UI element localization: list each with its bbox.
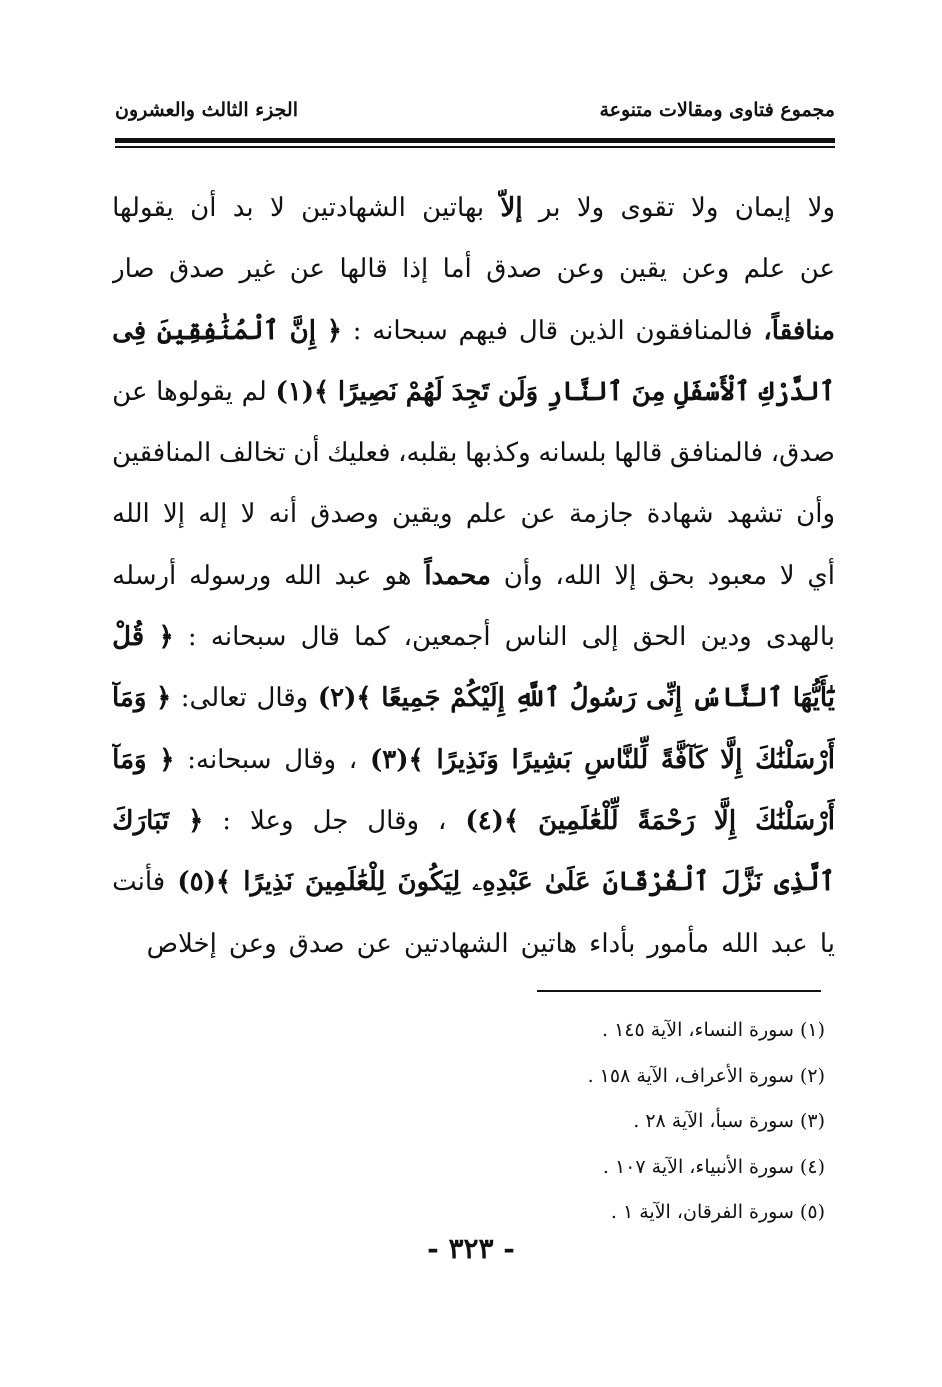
footnote-2: (٢) سورة الأعراف، الآية ١٥٨ . xyxy=(587,1064,825,1087)
word: وقال xyxy=(284,744,337,775)
word: بد xyxy=(232,193,254,223)
word: ﴿ xyxy=(326,315,342,346)
word: منافقاً، xyxy=(763,315,835,346)
word: عن xyxy=(289,254,326,285)
word: قال xyxy=(300,622,340,653)
word: أي xyxy=(807,560,835,591)
word: غير xyxy=(239,254,276,285)
word: إخلاص xyxy=(146,928,217,959)
body-text xyxy=(112,178,835,975)
word: صدق xyxy=(486,254,543,285)
word: ٱلنَّارِ xyxy=(546,376,624,407)
word: ﴾(١) xyxy=(275,376,330,407)
text-line xyxy=(112,914,835,975)
word: تشهد xyxy=(726,499,783,530)
word: ودين xyxy=(700,622,752,653)
text-line xyxy=(112,668,835,729)
word: الله xyxy=(112,499,150,530)
word: جل xyxy=(312,805,349,836)
word: لِيَكُونَ xyxy=(397,867,461,898)
word: لِلْعَٰلَمِينَ xyxy=(305,867,386,898)
word: تقوى xyxy=(620,193,675,223)
word: قالها xyxy=(339,254,388,285)
word: الحق xyxy=(632,622,687,653)
word: بحق xyxy=(649,560,695,591)
word: أن xyxy=(293,438,320,469)
word: جازمة xyxy=(569,499,634,530)
word: صار xyxy=(112,254,155,285)
footnote-1: (١) سورة النساء، الآية ١٤٥ . xyxy=(602,1019,825,1041)
word: وعلا xyxy=(250,805,294,836)
word: وأن xyxy=(796,499,835,530)
word: ٱلْمُنَٰفِقِينَ xyxy=(156,315,279,346)
word: رَسُولُ xyxy=(569,683,637,714)
word: يَٰٓأَيُّهَا xyxy=(792,683,835,714)
word: كما xyxy=(354,622,390,653)
word: فالمنافق xyxy=(669,438,764,469)
running-header xyxy=(115,92,835,128)
word: نَزَّلَ xyxy=(721,867,762,898)
text-line xyxy=(112,852,835,913)
word: بَشِيرًا xyxy=(511,744,572,775)
word: ولا xyxy=(576,193,605,223)
header-rule-thin xyxy=(115,146,835,148)
word: عَبْدِهِۦ xyxy=(472,867,533,898)
word: الشهادتين xyxy=(403,928,509,959)
text-line xyxy=(112,362,835,423)
word: تَجِدَ xyxy=(451,376,490,407)
word: إِلَيْكُمْ xyxy=(450,683,505,714)
word: أرسله xyxy=(112,560,177,591)
word: إلا xyxy=(162,499,186,530)
word: صدق xyxy=(169,254,225,285)
text-line xyxy=(112,239,835,300)
word: وعن xyxy=(228,928,277,959)
word: يا xyxy=(819,928,835,959)
word: عن xyxy=(112,376,148,407)
volume-label: الجزء الثالث والعشرون xyxy=(115,99,298,121)
word: ﴿ xyxy=(159,744,175,775)
word: ٱلَّذِى xyxy=(774,867,835,898)
word: رَحْمَةً xyxy=(637,805,696,836)
word: بالهدى xyxy=(765,622,835,653)
word: قُلْ xyxy=(112,622,145,653)
header-rule-thick xyxy=(115,138,835,143)
text-line xyxy=(112,791,835,852)
word: إله xyxy=(198,499,228,530)
page-number: - ٣٢٣ - xyxy=(427,1232,515,1265)
word: الشهادتين xyxy=(301,193,406,223)
text-line xyxy=(112,423,835,484)
word: عن xyxy=(799,254,835,285)
word: ﴾(٣) xyxy=(369,744,424,775)
word: بقلبه، xyxy=(398,438,458,469)
word: يقولوها xyxy=(156,376,233,407)
word: سبحانه xyxy=(210,622,287,653)
word: محمداً xyxy=(424,560,491,591)
word: إلا xyxy=(614,560,637,591)
word: أجمعين، xyxy=(403,622,491,653)
word: نَذِيرًا xyxy=(243,867,293,898)
word: صدق، xyxy=(770,438,835,469)
word: ﴿ xyxy=(158,622,174,653)
word: مِنَ xyxy=(631,376,666,407)
word: جَمِيعًا xyxy=(381,683,441,714)
word: وعن xyxy=(556,254,605,285)
text-line xyxy=(112,484,835,545)
word: قالها xyxy=(614,438,663,469)
word: ولا xyxy=(691,193,719,223)
text-line xyxy=(112,301,835,362)
word: ﴿ xyxy=(188,805,204,836)
word: وصدق xyxy=(310,499,379,530)
word: وَلَن xyxy=(497,376,539,407)
word: تعالى: xyxy=(180,683,247,714)
word: بر xyxy=(538,193,561,223)
word: وقال xyxy=(367,805,420,836)
word: عبد xyxy=(334,560,372,591)
word: فأنت xyxy=(112,867,166,898)
word: : xyxy=(187,622,197,653)
word: لِّلنَّاسِ xyxy=(584,744,649,775)
word: عبد xyxy=(770,928,808,959)
word: إِلَّا xyxy=(720,744,743,775)
word: تَبَارَكَ xyxy=(112,805,170,836)
word: وَمَآ xyxy=(112,744,147,775)
word: إذا xyxy=(402,254,429,285)
word: فيهم xyxy=(458,315,509,346)
word: عن xyxy=(520,499,556,530)
word: الناس xyxy=(504,622,568,653)
word: فعليك xyxy=(327,438,391,469)
text-line xyxy=(112,607,835,668)
word: : xyxy=(352,315,362,346)
word: الله xyxy=(284,560,322,591)
text-line xyxy=(112,730,835,791)
word: تخالف xyxy=(218,438,286,469)
word: سبحانه: xyxy=(187,744,272,775)
word: معبود xyxy=(707,560,767,591)
word: ٱلنَّاسُ xyxy=(691,683,784,714)
word: وقال xyxy=(256,683,309,714)
word: أَرْسَلْنَٰكَ xyxy=(755,744,835,775)
word: إِنِّى xyxy=(645,683,683,714)
book-title: مجموع فتاوى ومقالات متنوعة xyxy=(599,99,835,121)
word: شهادة xyxy=(646,499,714,530)
word: قال xyxy=(518,315,559,346)
word: كَآفَّةً xyxy=(660,744,708,775)
footnote-separator xyxy=(537,990,821,992)
word: المنافقين xyxy=(112,438,212,469)
word: أنه xyxy=(268,499,298,530)
word: ولا xyxy=(807,193,835,223)
word: صدق xyxy=(288,928,345,959)
word: أَرْسَلْنَٰكَ xyxy=(755,805,835,836)
word: لِّلْعَٰلَمِينَ xyxy=(538,805,619,836)
word: نَصِيرًا xyxy=(337,376,398,407)
footnote-4: (٤) سورة الأنبياء، الآية ١٠٧ . xyxy=(602,1155,825,1178)
word: فالمنافقون xyxy=(635,315,753,346)
word: الذين xyxy=(568,315,625,346)
word: ﴾(٢) xyxy=(317,683,372,714)
word: وأن xyxy=(503,560,543,591)
word: ٱلْأَسْفَلِ xyxy=(674,376,751,407)
word: الله، xyxy=(555,560,602,591)
word: علم xyxy=(743,254,786,285)
word: ٱللَّهِ xyxy=(514,683,561,714)
word: ﴾(٥) xyxy=(177,867,232,898)
word: يقولها xyxy=(112,193,174,223)
text-line xyxy=(112,546,835,607)
word: إيمان xyxy=(734,193,792,223)
word: فِى xyxy=(112,315,147,346)
word: وَنَذِيرًا xyxy=(436,744,499,775)
word: هاتين xyxy=(520,928,578,959)
word: : xyxy=(222,805,232,836)
word: أن xyxy=(190,193,217,223)
word: لا xyxy=(269,193,285,223)
footnote-5: (٥) سورة الفرقان، الآية ١ . xyxy=(610,1201,825,1223)
text-line xyxy=(112,178,835,239)
word: ﴾(٤) xyxy=(465,805,520,836)
word: ٱلْفُرْقَانَ xyxy=(602,867,710,898)
word: علم xyxy=(465,499,508,530)
footnotes xyxy=(405,1008,825,1236)
word: ، xyxy=(348,744,358,775)
word: عن xyxy=(356,928,392,959)
word: ويقين xyxy=(391,499,453,530)
word: ، xyxy=(438,805,447,836)
word: يقين xyxy=(618,254,667,285)
word: بهاتين xyxy=(422,193,485,223)
word: وعن xyxy=(681,254,730,285)
word: الله xyxy=(721,928,759,959)
word: عَلَىٰ xyxy=(544,867,591,898)
word: إِنَّ xyxy=(289,315,316,346)
word: لا xyxy=(240,499,256,530)
word: ٱلدَّرْكِ xyxy=(758,376,835,407)
word: إلاّ xyxy=(500,193,523,223)
word: لا xyxy=(779,560,795,591)
word: إِلَّا xyxy=(714,805,737,836)
word: بلسانه xyxy=(538,438,607,469)
word: سبحانه xyxy=(372,315,448,346)
word: وكذبها xyxy=(464,438,531,469)
word: ورسوله xyxy=(189,560,272,591)
word: وَمَآ xyxy=(112,683,147,714)
word: لم xyxy=(241,376,267,407)
word: ﴿ xyxy=(155,683,172,714)
word: أما xyxy=(442,254,472,285)
word: لَهُمْ xyxy=(405,376,443,407)
footnote-3: (٣) سورة سبأ، الآية ٢٨ . xyxy=(633,1110,825,1132)
word: هو xyxy=(384,560,412,591)
word: إلى xyxy=(581,622,619,653)
word: مأمور xyxy=(647,928,710,959)
word: بأداء xyxy=(589,928,636,959)
